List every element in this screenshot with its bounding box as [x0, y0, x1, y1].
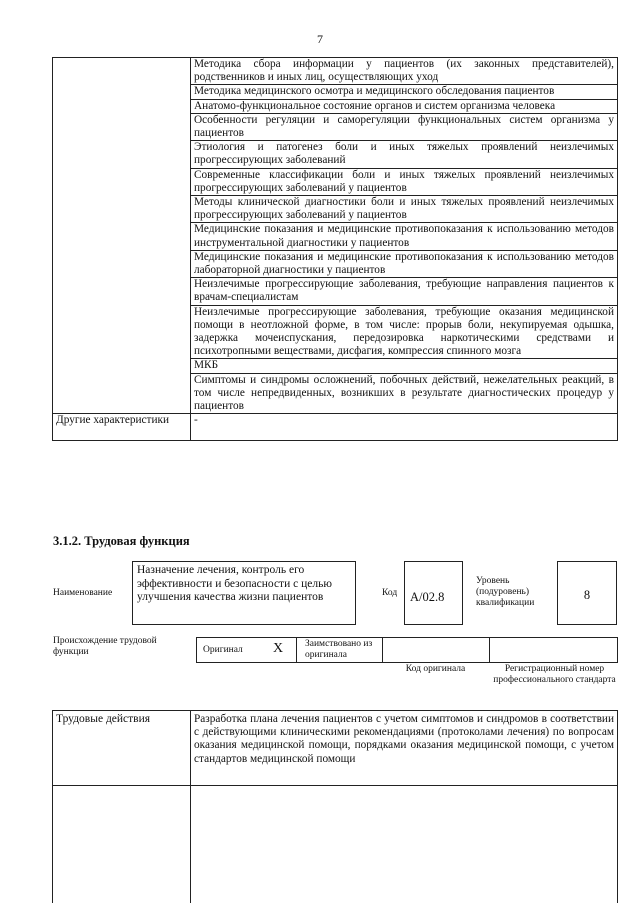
table-cell: Этиология и патогенез боли и иных тяжелых проявлений неизлечимых прогрессирующих заболеваний — [191, 141, 618, 168]
function-name-box: Назначение лечения, контроль его эффективности и безопасности с целью улучшения качества жизни пациентов — [132, 561, 356, 625]
table-cell: Медицинские показания и медицинские противопоказания к использованию методов инструментальной диагностики у пациентов — [191, 223, 618, 250]
table-cell: Симптомы и синдромы осложнений, побочных действий, нежелательных реакций, в том числе непредвиденных, возникших в результате диагностических процедур у пациентов — [191, 373, 618, 414]
table-row — [53, 414, 618, 441]
borrowed-label: Заимствовано из оригинала — [305, 639, 373, 660]
level-value-box: 8 — [557, 561, 617, 625]
table-cell: Неизлечимые прогрессирующие заболевания, требующие оказания медицинской помощи в неотложной форме, в том числе: прорыв боли, некупируемая одышка, задержка мочеиспускания, передозировка наркотическими средствами и психотропными веществами, дисфагия, компрессия спинного мозга — [191, 305, 618, 359]
table-cell: Методы клинической диагностики боли и иных тяжелых проявлений неизлечимых прогрессирующих заболеваний у пациентов — [191, 196, 618, 223]
table-row — [53, 58, 618, 85]
original-cell — [196, 638, 296, 662]
table-cell: Методика медицинского осмотра и медицинского обследования пациентов — [191, 85, 618, 99]
table-row — [53, 786, 618, 904]
table-cell: МКБ — [191, 359, 618, 373]
labor-actions-label: Трудовые действия — [53, 711, 191, 786]
other-characteristics-value: - — [191, 414, 618, 441]
table-cell: Неизлечимые прогрессирующие заболевания, требующие направления пациентов к врачам-специалистам — [191, 278, 618, 305]
original-mark: X — [273, 641, 284, 656]
borrowed-cell — [296, 638, 382, 662]
section-title: 3.1.2. Трудовая функция — [53, 534, 190, 548]
table-cell: Современные классификации боли и иных тяжелых проявлений неизлечимых прогрессирующих заболеваний у пациентов — [191, 168, 618, 195]
code-original-cell — [382, 638, 489, 662]
table-cell: Особенности регуляции и саморегуляции функциональных систем организма у пациентов — [191, 113, 618, 140]
empty-label-cell — [53, 58, 191, 414]
empty-value-cell — [191, 786, 618, 904]
knowledge-table — [52, 57, 618, 441]
origin-label: Происхождение трудовой функции — [53, 636, 157, 657]
table-cell: Медицинские показания и медицинские противопоказания к использованию методов лабораторной диагностики у пациентов — [191, 250, 618, 277]
reg-number-label: Регистрационный номер профессионального стандарта — [493, 664, 616, 685]
name-label: Наименование — [53, 588, 113, 598]
table-cell: Методика сбора информации у пациентов (их законных представителей), родственников и иных лиц, осуществляющих уход — [191, 58, 618, 85]
code-original-label: Код оригинала — [405, 664, 466, 674]
page-number: 7 — [317, 32, 323, 46]
labor-actions-table — [52, 710, 618, 903]
level-label: Уровень (подуровень) квалификации — [476, 576, 535, 608]
reg-number-cell — [489, 638, 618, 662]
other-characteristics-label: Другие характеристики — [53, 414, 191, 441]
code-value-box: A/02.8 — [404, 561, 463, 625]
labor-actions-value: Разработка плана лечения пациентов с учетом симптомов и синдромов в соответствии с действующими клиническими рекомендациями (протоколами лечения) по вопросам оказания медицинской помощи, порядками оказания медицинской помощи, с учетом стандартов медицинской помощи — [191, 711, 618, 786]
original-label: Оригинал — [203, 645, 243, 655]
origin-row — [196, 637, 618, 663]
table-cell: Анатомо-функциональное состояние органов и систем организма человека — [191, 99, 618, 113]
table-row — [53, 711, 618, 786]
empty-label-cell — [53, 786, 191, 904]
code-label: Код — [382, 588, 398, 598]
